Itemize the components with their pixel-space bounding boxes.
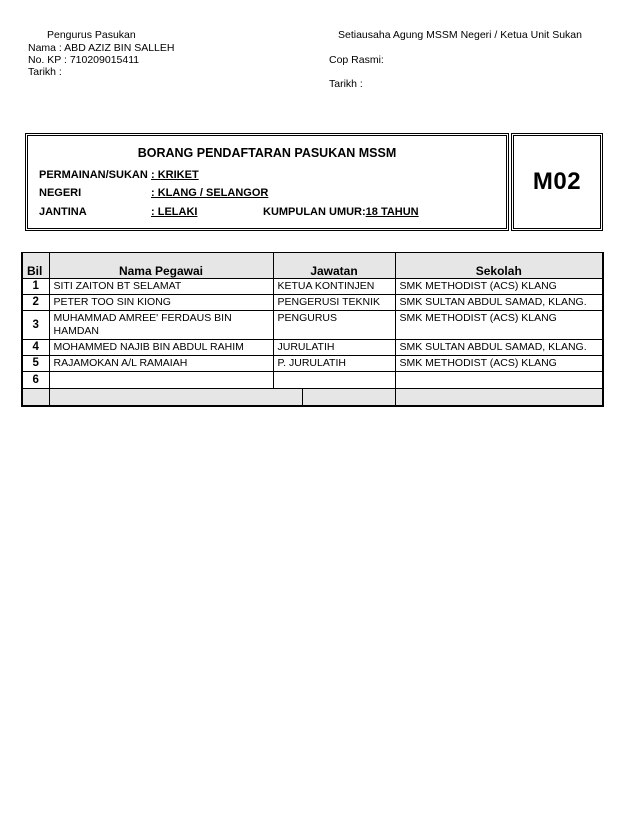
manager-name: Nama : ABD AZIZ BIN SALLEH — [28, 42, 175, 54]
row-sekolah: SMK SULTAN ABDUL SAMAD, KLANG. — [395, 340, 603, 356]
sport-row — [39, 169, 199, 181]
row-bil: 6 — [22, 372, 49, 389]
gender-label: JANTINA — [39, 206, 87, 218]
row-nama — [49, 372, 273, 389]
gender-row — [39, 206, 419, 218]
row-sekolah: SMK METHODIST (ACS) KLANG — [395, 279, 603, 295]
manager-ic: No. KP : 710209015411 — [28, 54, 140, 66]
form-header-box — [25, 133, 509, 231]
manager-role: Pengurus Pasukan — [47, 29, 136, 41]
form-title: BORANG PENDAFTARAN PASUKAN MSSM — [137, 146, 397, 160]
footer-cell — [49, 389, 302, 407]
header-sekolah: Sekolah — [395, 253, 603, 279]
official-stamp-label: Cop Rasmi: — [329, 54, 384, 66]
table-row — [22, 372, 603, 389]
row-nama: PETER TOO SIN KIONG — [49, 295, 273, 311]
sport-value: : KRIKET — [151, 169, 199, 181]
row-jawatan: P. JURULATIH — [273, 356, 395, 372]
table-footer-row — [22, 389, 603, 407]
row-jawatan: PENGERUSI TEKNIK — [273, 295, 395, 311]
row-sekolah: SMK SULTAN ABDUL SAMAD, KLANG. — [395, 295, 603, 311]
row-jawatan: KETUA KONTINJEN — [273, 279, 395, 295]
age-value: 18 TAHUN — [365, 206, 419, 218]
footer-cell — [302, 389, 395, 407]
table-row — [22, 340, 603, 356]
row-jawatan: PENGURUS — [273, 311, 395, 340]
table-row — [22, 311, 603, 340]
table-row — [22, 295, 603, 311]
row-nama: SITI ZAITON BT SELAMAT — [49, 279, 273, 295]
table-row — [22, 279, 603, 295]
row-sekolah — [395, 372, 603, 389]
form-code: M02 — [511, 133, 603, 231]
footer-cell — [395, 389, 603, 407]
footer-cell — [22, 389, 49, 407]
manager-date: Tarikh : — [28, 66, 62, 78]
table-row — [22, 356, 603, 372]
row-bil: 1 — [22, 279, 49, 295]
sport-label: PERMAINAN/SUKAN — [39, 169, 148, 181]
row-bil: 2 — [22, 295, 49, 311]
row-sekolah: SMK METHODIST (ACS) KLANG — [395, 356, 603, 372]
table-header-row — [22, 253, 603, 279]
gender-value: : LELAKI — [151, 206, 198, 218]
state-value: : KLANG / SELANGOR — [151, 187, 269, 199]
row-jawatan: JURULATIH — [273, 340, 395, 356]
age-label: KUMPULAN UMUR: — [263, 206, 366, 218]
row-nama: RAJAMOKAN A/L RAMAIAH — [49, 356, 273, 372]
header-nama: Nama Pegawai — [49, 253, 273, 279]
row-nama: MOHAMMED NAJIB BIN ABDUL RAHIM — [49, 340, 273, 356]
row-bil: 5 — [22, 356, 49, 372]
row-bil: 3 — [22, 311, 49, 340]
state-label: NEGERI — [39, 187, 82, 199]
state-row — [39, 187, 268, 199]
header-bil: Bil — [22, 253, 49, 279]
secretary-role: Setiausaha Agung MSSM Negeri / Ketua Unit Sukan — [338, 29, 582, 41]
row-bil: 4 — [22, 340, 49, 356]
staff-table — [21, 252, 604, 407]
header-jawatan: Jawatan — [273, 253, 395, 279]
row-jawatan — [273, 372, 395, 389]
secretary-date: Tarikh : — [329, 78, 363, 90]
row-sekolah: SMK METHODIST (ACS) KLANG — [395, 311, 603, 340]
row-nama: MUHAMMAD AMREE' FERDAUS BIN HAMDAN — [49, 311, 273, 340]
